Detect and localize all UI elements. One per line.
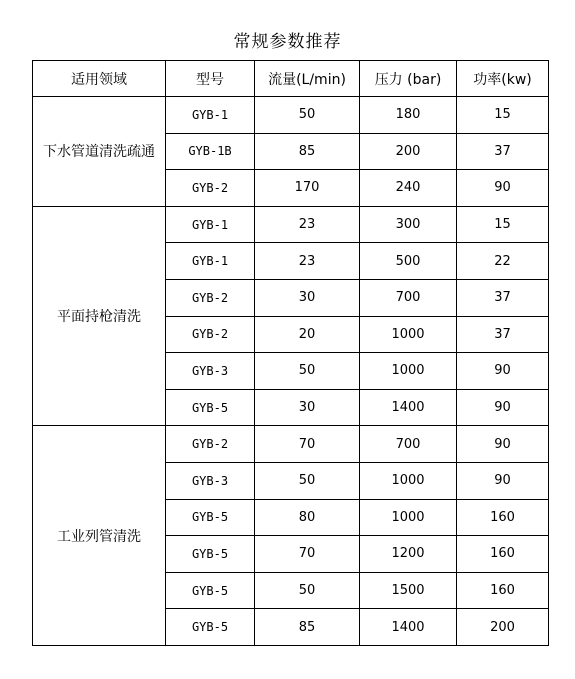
pressure-cell: 1000 bbox=[360, 499, 457, 536]
model-cell: GYB-3 bbox=[166, 462, 255, 499]
flow-cell: 30 bbox=[255, 279, 360, 316]
pressure-cell: 240 bbox=[360, 170, 457, 207]
flow-cell: 85 bbox=[255, 609, 360, 646]
pressure-cell: 1000 bbox=[360, 316, 457, 353]
pressure-cell: 300 bbox=[360, 206, 457, 243]
power-cell: 90 bbox=[457, 170, 549, 207]
model-cell: GYB-5 bbox=[166, 536, 255, 573]
area-cell: 平面持枪清洗 bbox=[33, 206, 166, 426]
power-cell: 15 bbox=[457, 97, 549, 134]
model-cell: GYB-1 bbox=[166, 206, 255, 243]
header-power: 功率(kw) bbox=[457, 61, 549, 97]
power-cell: 160 bbox=[457, 536, 549, 573]
pressure-cell: 180 bbox=[360, 97, 457, 134]
pressure-cell: 200 bbox=[360, 133, 457, 170]
table-row bbox=[33, 206, 549, 243]
pressure-cell: 500 bbox=[360, 243, 457, 280]
flow-cell: 23 bbox=[255, 206, 360, 243]
model-cell: GYB-3 bbox=[166, 353, 255, 390]
power-cell: 15 bbox=[457, 206, 549, 243]
model-cell: GYB-5 bbox=[166, 499, 255, 536]
flow-cell: 85 bbox=[255, 133, 360, 170]
pressure-cell: 1000 bbox=[360, 462, 457, 499]
header-pressure: 压力 (bar) bbox=[360, 61, 457, 97]
power-cell: 160 bbox=[457, 499, 549, 536]
flow-cell: 50 bbox=[255, 97, 360, 134]
flow-cell: 80 bbox=[255, 499, 360, 536]
power-cell: 22 bbox=[457, 243, 549, 280]
model-cell: GYB-1 bbox=[166, 243, 255, 280]
flow-cell: 50 bbox=[255, 353, 360, 390]
power-cell: 160 bbox=[457, 572, 549, 609]
flow-cell: 70 bbox=[255, 536, 360, 573]
area-cell: 工业列管清洗 bbox=[33, 426, 166, 646]
power-cell: 90 bbox=[457, 426, 549, 463]
pressure-cell: 1400 bbox=[360, 389, 457, 426]
flow-cell: 170 bbox=[255, 170, 360, 207]
document-title: 常规参数推荐 bbox=[233, 32, 342, 52]
power-cell: 37 bbox=[457, 133, 549, 170]
model-cell: GYB-2 bbox=[166, 316, 255, 353]
model-cell: GYB-5 bbox=[166, 609, 255, 646]
area-cell: 下水管道清洗疏通 bbox=[33, 97, 166, 207]
pressure-cell: 700 bbox=[360, 279, 457, 316]
header-model: 型号 bbox=[166, 61, 255, 97]
pressure-cell: 700 bbox=[360, 426, 457, 463]
table-row bbox=[33, 97, 549, 134]
header-area: 适用领域 bbox=[33, 61, 166, 97]
flow-cell: 23 bbox=[255, 243, 360, 280]
model-cell: GYB-1B bbox=[166, 133, 255, 170]
power-cell: 200 bbox=[457, 609, 549, 646]
pressure-cell: 1500 bbox=[360, 572, 457, 609]
flow-cell: 70 bbox=[255, 426, 360, 463]
power-cell: 90 bbox=[457, 353, 549, 390]
model-cell: GYB-1 bbox=[166, 97, 255, 134]
pressure-cell: 1400 bbox=[360, 609, 457, 646]
parameter-table bbox=[32, 60, 549, 646]
flow-cell: 50 bbox=[255, 462, 360, 499]
model-cell: GYB-2 bbox=[166, 426, 255, 463]
model-cell: GYB-2 bbox=[166, 279, 255, 316]
flow-cell: 30 bbox=[255, 389, 360, 426]
flow-cell: 20 bbox=[255, 316, 360, 353]
power-cell: 37 bbox=[457, 316, 549, 353]
power-cell: 90 bbox=[457, 389, 549, 426]
header-row bbox=[33, 61, 549, 97]
header-flow: 流量(L/min) bbox=[255, 61, 360, 97]
pressure-cell: 1200 bbox=[360, 536, 457, 573]
power-cell: 90 bbox=[457, 462, 549, 499]
model-cell: GYB-5 bbox=[166, 572, 255, 609]
table-row bbox=[33, 426, 549, 463]
power-cell: 37 bbox=[457, 279, 549, 316]
model-cell: GYB-2 bbox=[166, 170, 255, 207]
flow-cell: 50 bbox=[255, 572, 360, 609]
model-cell: GYB-5 bbox=[166, 389, 255, 426]
pressure-cell: 1000 bbox=[360, 353, 457, 390]
table-body bbox=[33, 97, 549, 646]
